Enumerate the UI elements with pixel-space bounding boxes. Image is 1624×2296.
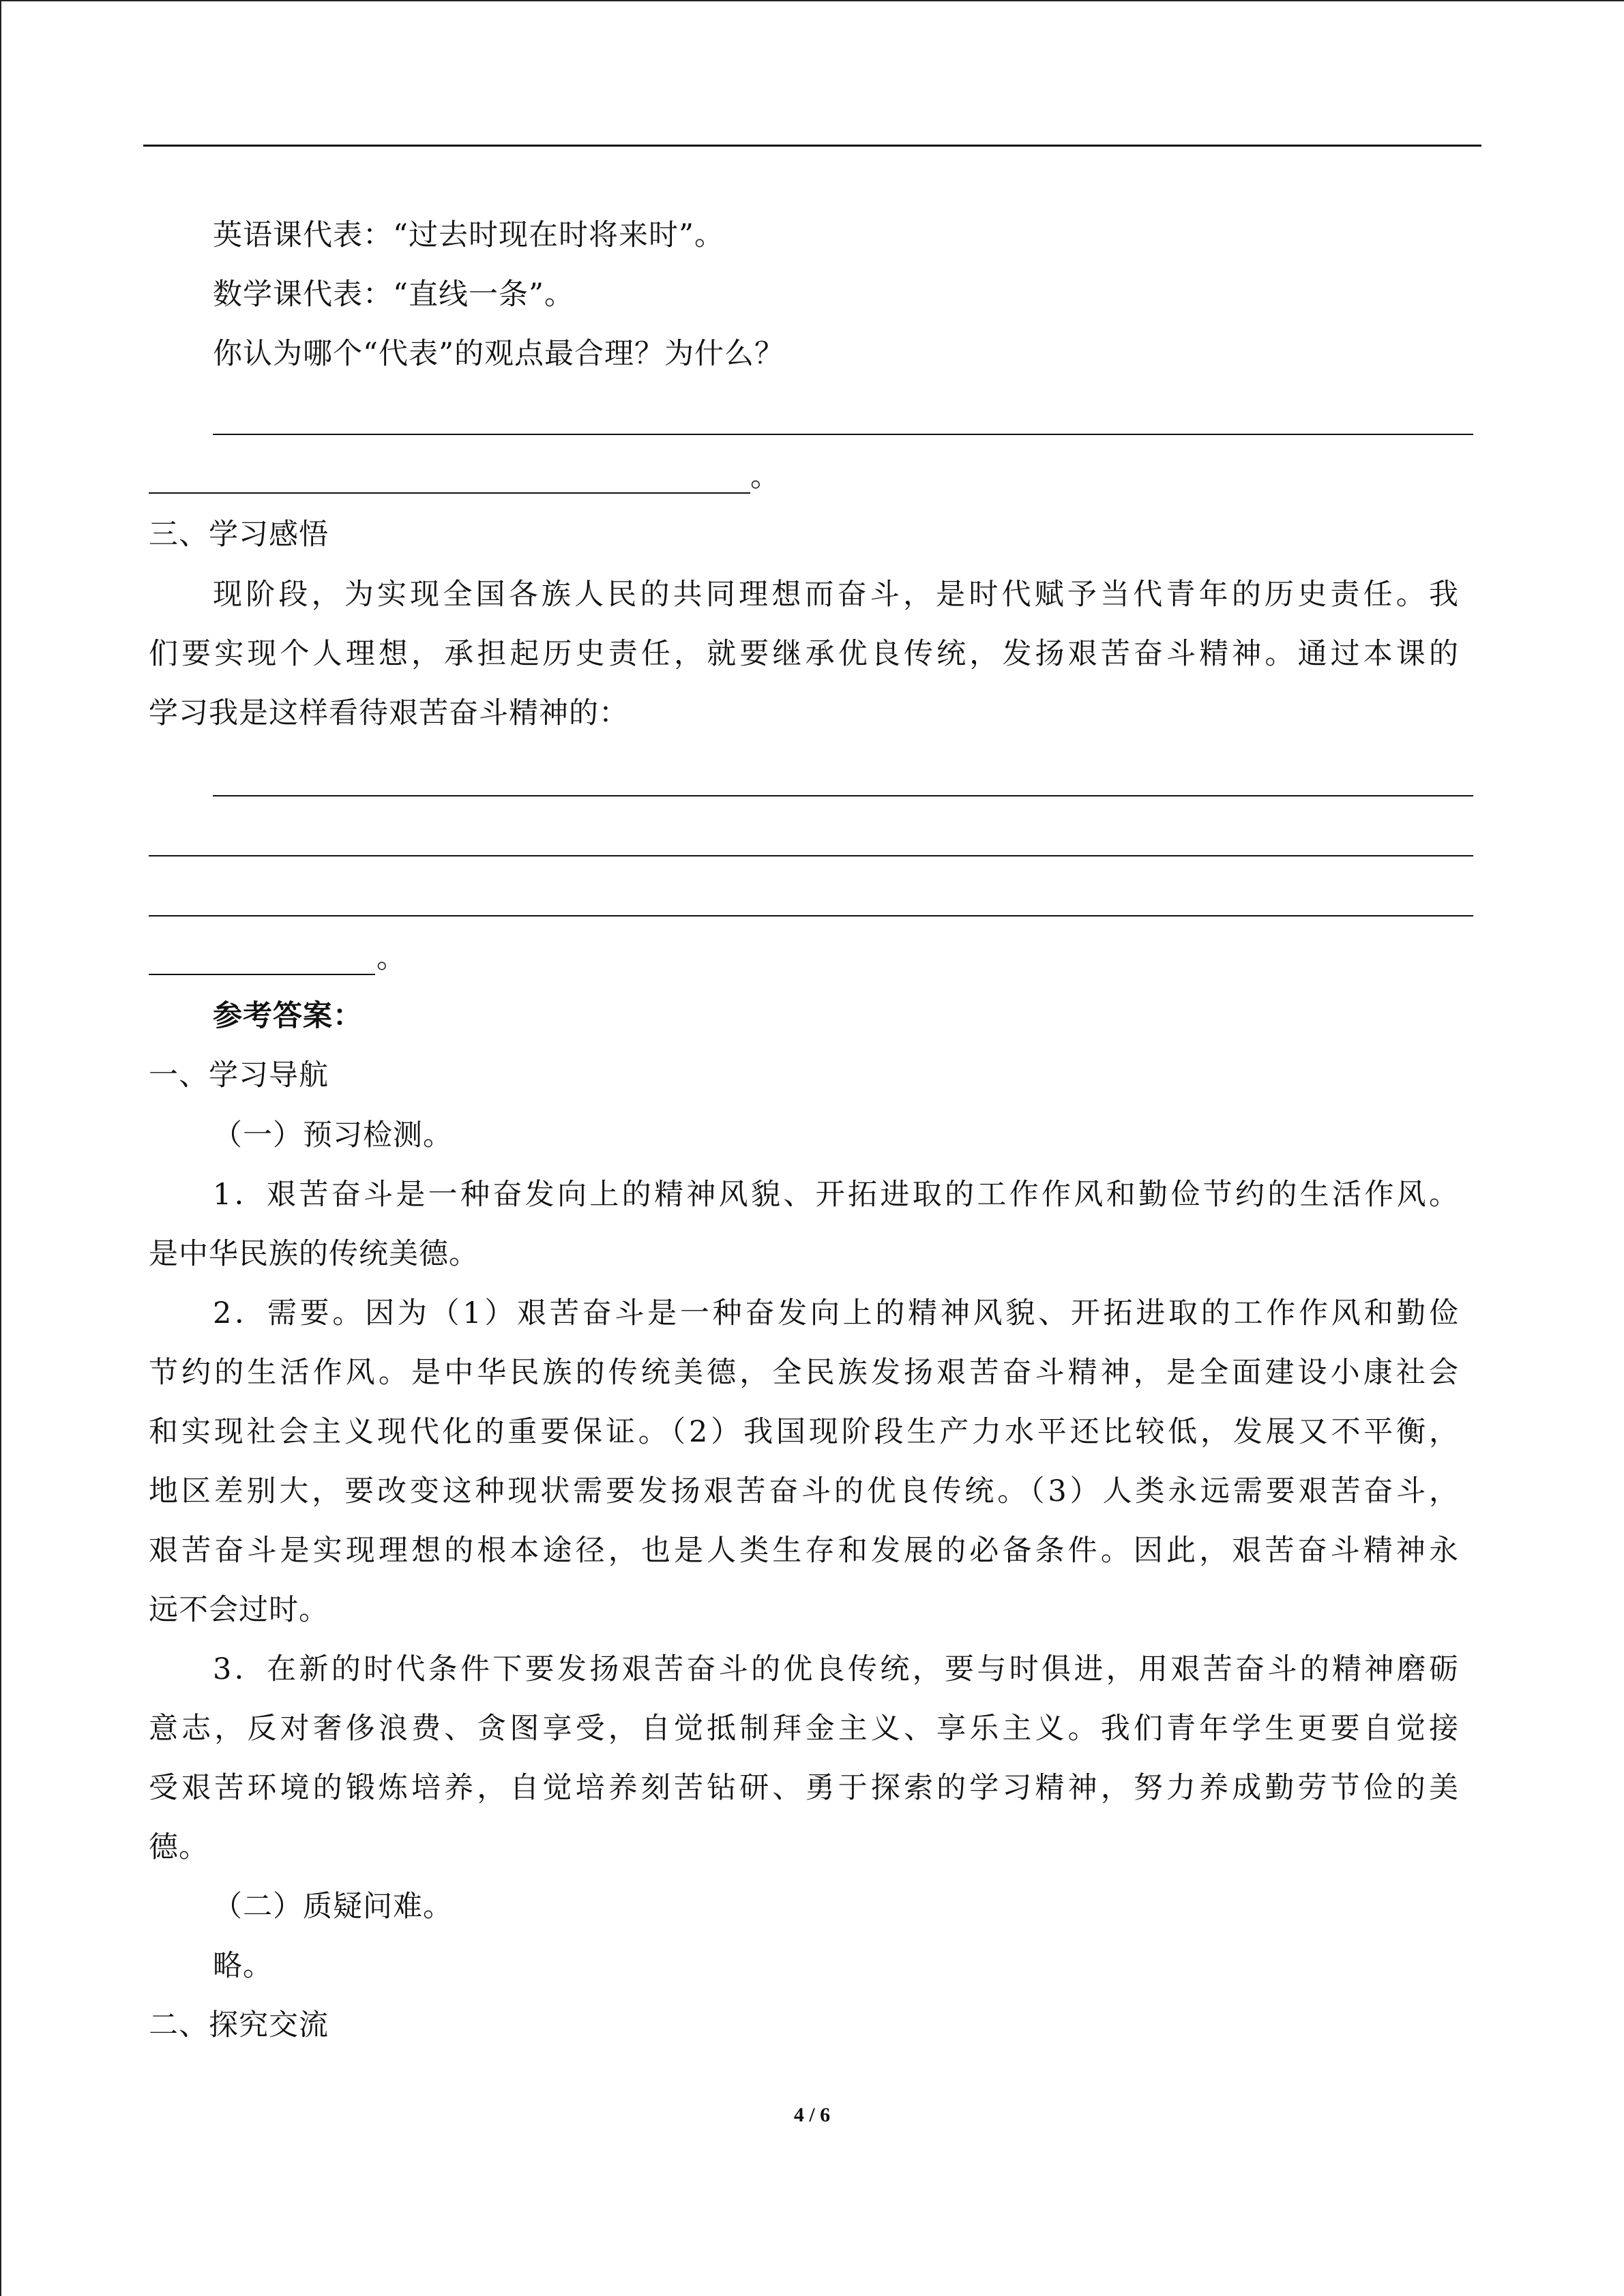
paragraph-line: 学习我是这样看待艰苦奋斗精神的： (149, 696, 629, 730)
answer-line: 3．在新的时代条件下要发扬艰苦奋斗的优良传统，要与时俱进，用艰苦奋斗的精神磨砺 (213, 1652, 1458, 1686)
answer-line: 节约的生活作风。是中华民族的传统美德，全民族发扬艰苦奋斗精神，是全面建设小康社会 (149, 1356, 1458, 1390)
page-number: 4 / 6 (793, 2104, 831, 2126)
blank-period: 。 (750, 460, 780, 494)
answer-line: 和实现社会主义现代化的重要保证。（2）我国现阶段生产力水平还比较低，发展又不平衡， (149, 1415, 1458, 1449)
answer-line: 2．需要。因为（1）艰苦奋斗是一种奋发向上的精神风貌、开拓进取的工作作风和勤俭 (213, 1296, 1458, 1330)
section-title: 二、探究交流 (149, 2008, 329, 2042)
blank-period: 。 (377, 941, 406, 975)
answer-line: 德。 (149, 1830, 209, 1864)
answer-heading: 参考答案： (213, 999, 363, 1033)
answer-line: 地区差别大，要改变这种现状需要发扬艰苦奋斗的优良传统。（3）人类永远需要艰苦奋斗， (149, 1474, 1458, 1508)
answer-blank-line[interactable] (213, 434, 1473, 435)
answer-line: 意志，反对奢侈浪费、贪图享受，自觉抵制拜金主义、享乐主义。我们青年学生更要自觉接 (149, 1712, 1458, 1746)
answer-line: 略。 (213, 1949, 273, 1983)
reflection-blank-line[interactable] (149, 974, 375, 975)
section-title: 三、学习感悟 (149, 518, 329, 552)
subsection-title: （一）预习检测。 (213, 1118, 453, 1152)
reflection-blank-line[interactable] (213, 795, 1473, 796)
header-rule (143, 145, 1481, 147)
subsection-title: （二）质疑问难。 (213, 1890, 453, 1924)
reflection-blank-line[interactable] (149, 855, 1473, 856)
reflection-blank-line[interactable] (149, 915, 1473, 916)
math-rep-line: 数学课代表：“直线一条”。 (213, 278, 574, 312)
section-title: 一、学习导航 (149, 1058, 329, 1092)
answer-line: 艰苦奋斗是实现理想的根本途径，也是人类生存和发展的必备条件。因此，艰苦奋斗精神永 (149, 1534, 1458, 1568)
paragraph-line: 现阶段，为实现全国各族人民的共同理想而奋斗，是时代赋予当代青年的历史责任。我 (213, 578, 1458, 612)
paragraph-line: 们要实现个人理想，承担起历史责任，就要继承优良传统，发扬艰苦奋斗精神。通过本课的 (149, 637, 1458, 671)
answer-blank-line[interactable] (149, 492, 750, 494)
question-line: 你认为哪个“代表”的观点最合理？为什么？ (213, 337, 784, 371)
answer-line: 受艰苦环境的锻炼培养，自觉培养刻苦钻研、勇于探索的学习精神，努力养成勤劳节俭的美 (149, 1771, 1458, 1805)
answer-line: 远不会过时。 (149, 1593, 329, 1627)
answer-line: 1．艰苦奋斗是一种奋发向上的精神风貌、开拓进取的工作作风和勤俭节约的生活作风。 (213, 1178, 1458, 1212)
english-rep-line: 英语课代表：“过去时现在时将来时”。 (213, 218, 724, 252)
answer-line: 是中华民族的传统美德。 (149, 1237, 479, 1271)
